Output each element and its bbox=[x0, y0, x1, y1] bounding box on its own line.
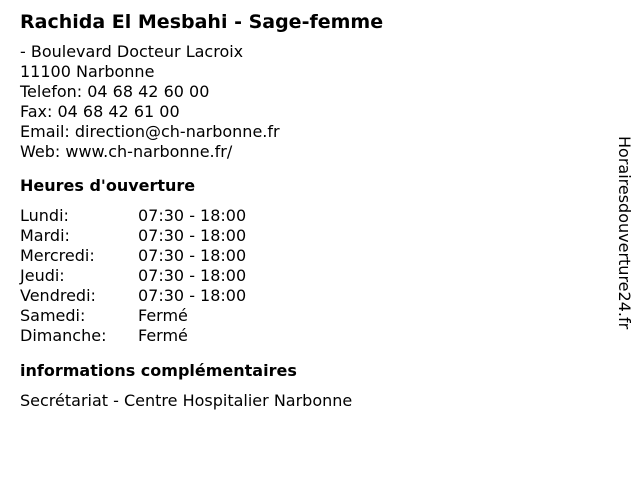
time-value: Fermé bbox=[138, 306, 188, 325]
time-value: 07:30 - 18:00 bbox=[138, 286, 247, 305]
time-value: 07:30 - 18:00 bbox=[138, 206, 247, 225]
street-line: - Boulevard Docteur Lacroix bbox=[20, 42, 244, 61]
day-label: Mercredi: bbox=[20, 246, 95, 265]
time-value: Fermé bbox=[138, 326, 188, 345]
hours-row-friday bbox=[20, 286, 590, 306]
email-line: Email: direction@ch-narbonne.fr bbox=[20, 122, 280, 141]
hours-row-sunday bbox=[20, 326, 590, 346]
hours-row-saturday bbox=[20, 306, 590, 326]
day-label: Dimanche: bbox=[20, 326, 107, 345]
time-value: 07:30 - 18:00 bbox=[138, 226, 247, 245]
day-label: Samedi: bbox=[20, 306, 86, 325]
listing-card bbox=[20, 10, 590, 411]
contact-block bbox=[20, 42, 590, 162]
city-line: 11100 Narbonne bbox=[20, 62, 155, 81]
site-watermark: Horairesdouverture24.fr bbox=[615, 136, 634, 330]
extra-info-heading: informations complémentaires bbox=[20, 361, 297, 380]
day-label: Mardi: bbox=[20, 226, 70, 245]
fax-line: Fax: 04 68 42 61 00 bbox=[20, 102, 180, 121]
hours-row-monday bbox=[20, 206, 590, 226]
hours-row-wednesday bbox=[20, 246, 590, 266]
day-label: Vendredi: bbox=[20, 286, 96, 305]
phone-line: Telefon: 04 68 42 60 00 bbox=[20, 82, 210, 101]
time-value: 07:30 - 18:00 bbox=[138, 246, 247, 265]
opening-hours-list bbox=[20, 206, 590, 346]
hours-row-thursday bbox=[20, 266, 590, 286]
time-value: 07:30 - 18:00 bbox=[138, 266, 247, 285]
hours-row-tuesday bbox=[20, 226, 590, 246]
day-label: Lundi: bbox=[20, 206, 69, 225]
page-title: Rachida El Mesbahi - Sage-femme bbox=[20, 11, 384, 33]
web-line: Web: www.ch-narbonne.fr/ bbox=[20, 142, 233, 161]
hours-heading: Heures d'ouverture bbox=[20, 176, 196, 195]
day-label: Jeudi: bbox=[20, 266, 65, 285]
extra-info-text: Secrétariat - Centre Hospitalier Narbonne bbox=[20, 391, 353, 410]
